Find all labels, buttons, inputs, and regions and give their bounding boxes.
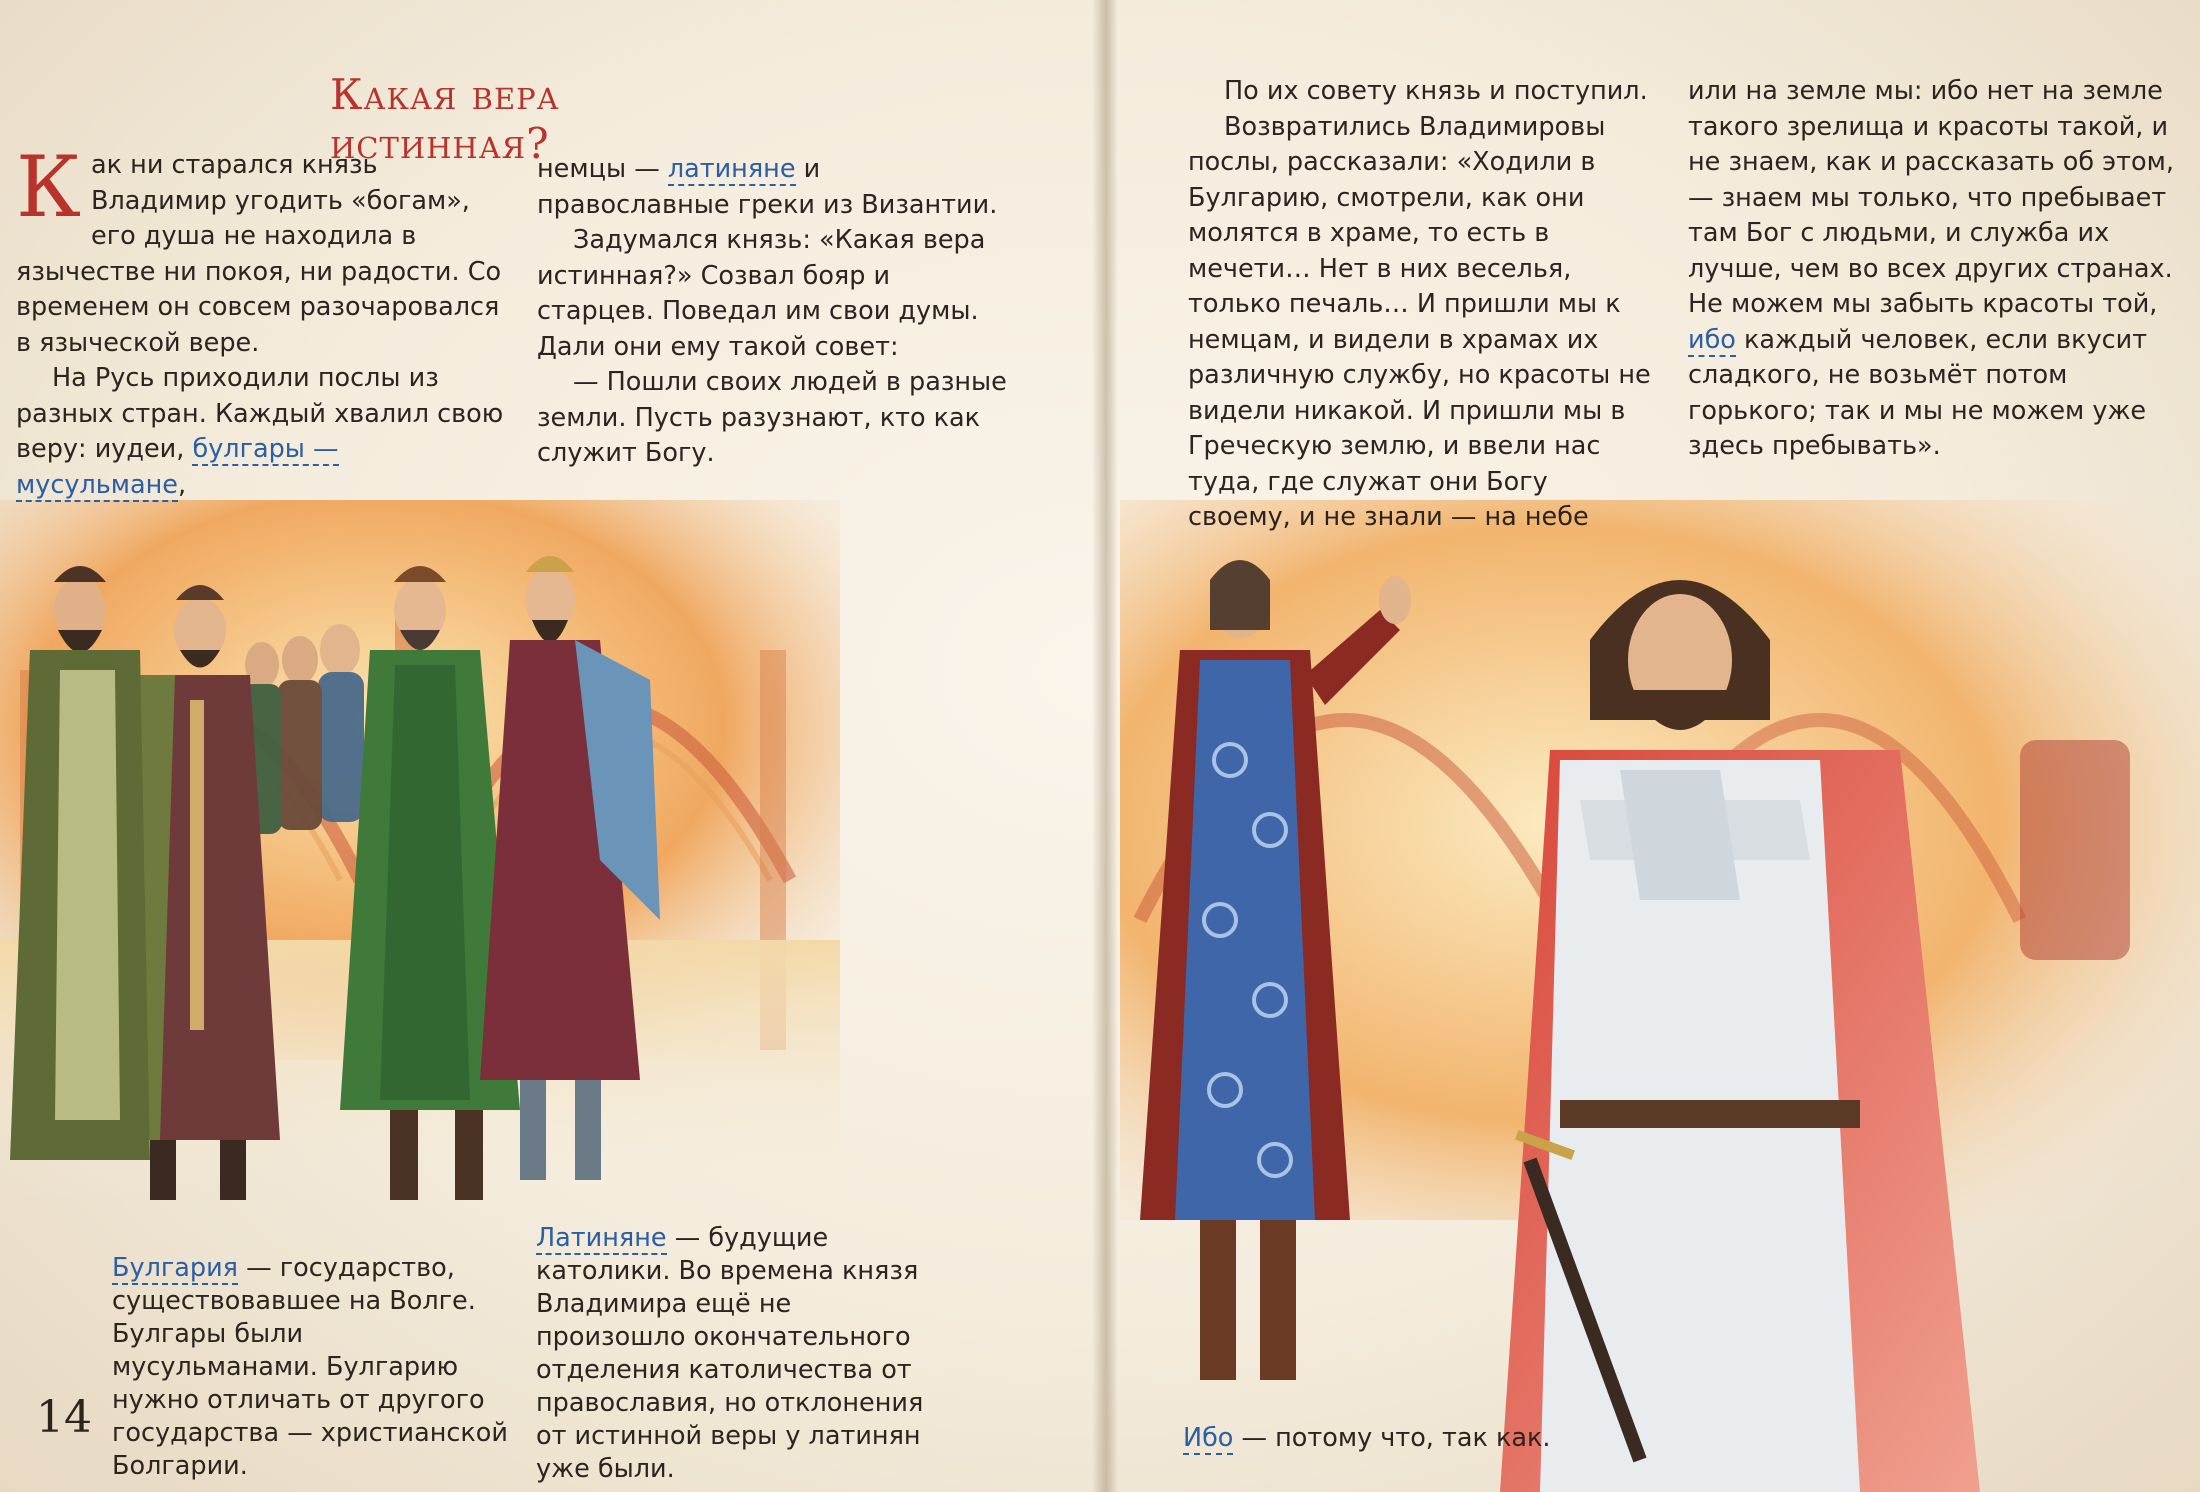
paragraph-text: или на земле мы: ибо нет на земле такого зрелища и красоты такой, и не знаем, как и рассказать об этом, — знаем мы только, что пребывает там Бог с людьми, и служба их лучше, чем во всех других странах. Не можем мы забыть красоты той, xyxy=(1688,76,2174,319)
glossary-text: — потому что, так как. xyxy=(1233,1423,1551,1453)
glossary-note-bulgaria xyxy=(112,1252,512,1483)
term-link-latinyane[interactable]: латиняне xyxy=(667,154,796,184)
paragraph: Возвратились Владимировы послы, рассказали: «Ходили в Булгарию, смотрели, как они молятся в храме, то есть в мечети… Нет в них веселья, только печаль… И пришли мы к немцам, и видели в храмах их различную службу, но красоты не видели никакой. И пришли мы в Греческую землю, и ввели нас туда, где служат они Богу своему, и не знали — на небе xyxy=(1188,111,1651,532)
right-column-2 xyxy=(1688,74,2178,465)
book-gutter xyxy=(1092,0,1118,1492)
paragraph xyxy=(16,361,506,503)
paragraph: Задумался князь: «Какая вера истинная?» Созвал бояр и старцев. Поведал им свои думы. Дали они ему такой совет: xyxy=(537,225,986,362)
paragraph xyxy=(537,152,1007,223)
glossary-note-ibo xyxy=(1183,1422,1643,1455)
paragraph-text: , xyxy=(178,469,187,500)
glossary-term[interactable]: Булгария xyxy=(112,1253,239,1283)
illustration-prince-and-envoy xyxy=(1120,500,2200,1492)
paragraph: По их совету князь и поступил. xyxy=(1224,76,1648,106)
paragraph-text: ак ни старался князь Владимир угодить «богам», его душа не находила в язычестве ни покоя, ни радости. Со временем он совсем разочаровался в языческой вере. xyxy=(16,150,502,358)
paragraph xyxy=(16,138,506,361)
paragraph-text: каждый человек, если вкусит сладкого, не возьмёт потом горького; так и мы не можем уже здесь пребывать». xyxy=(1688,324,2148,461)
left-column-1 xyxy=(16,138,506,503)
page-title: Какая вера истинная? xyxy=(330,70,560,168)
glossary-term[interactable]: Ибо xyxy=(1183,1423,1234,1453)
glossary-text: — будущие католики. Во времена князя Владимира ещё не произошло окончательного отделения католичества от православия, но отклонения от истинной веры у латинян уже были. xyxy=(536,1223,924,1484)
paragraph-text: На Русь приходили послы из разных стран. Каждый хвалил свою веру: иудеи, xyxy=(16,363,504,464)
paragraph-text: и православные греки из Византии. xyxy=(537,154,998,220)
left-column-2 xyxy=(537,152,1007,472)
drop-cap: К xyxy=(16,138,82,236)
term-link-ibo[interactable]: ибо xyxy=(1688,324,1736,355)
paragraph xyxy=(1688,74,2178,465)
paragraph: — Пошли своих людей в разные земли. Пусть разузнают, кто как служит Богу. xyxy=(537,367,1007,468)
page-number: 14 xyxy=(36,1392,92,1443)
illustration-boyars xyxy=(0,500,840,1240)
term-link-bulgars[interactable]: булгары — мусульмане xyxy=(16,434,339,500)
paragraph-text: немцы — xyxy=(537,154,668,184)
glossary-term[interactable]: Латиняне xyxy=(536,1223,667,1253)
glossary-note-latinyane xyxy=(536,1222,946,1486)
right-column-1 xyxy=(1188,74,1658,536)
glossary-text: — государство, существовавшее на Волге. Булгары были мусульманами. Булгарию нужно отличать от другого государства — христианской Болгарии. xyxy=(112,1253,508,1481)
